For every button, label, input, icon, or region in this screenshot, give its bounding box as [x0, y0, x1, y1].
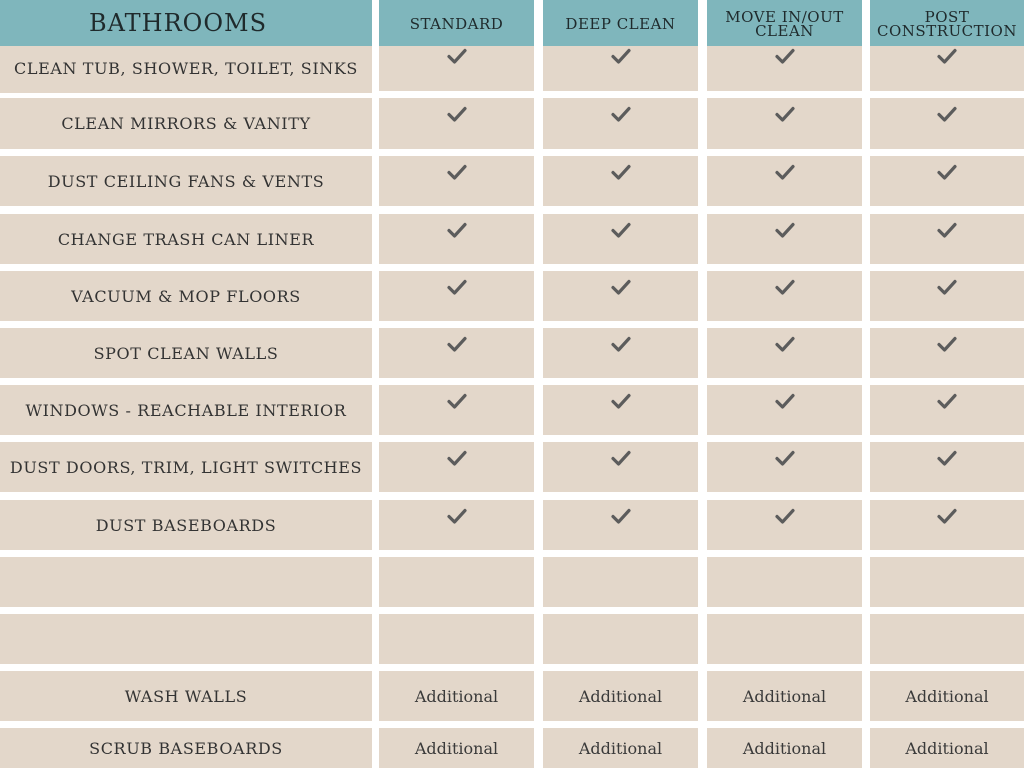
check-icon [611, 164, 631, 180]
check-icon [447, 508, 467, 524]
check-cell [707, 328, 862, 378]
check-cell [707, 271, 862, 321]
check-cell [543, 500, 698, 550]
check-icon [937, 164, 957, 180]
check-icon [775, 222, 795, 238]
check-cell [707, 98, 862, 149]
check-cell [543, 156, 698, 206]
check-cell [379, 156, 534, 206]
check-icon [937, 450, 957, 466]
row-label: WASH WALLS [0, 671, 372, 721]
check-icon [447, 164, 467, 180]
check-icon [447, 450, 467, 466]
check-icon [447, 336, 467, 352]
check-icon [775, 48, 795, 64]
row-label: CHANGE TRASH CAN LINER [0, 214, 372, 264]
check-icon [447, 222, 467, 238]
empty-cell [543, 557, 698, 607]
check-cell [870, 214, 1024, 264]
check-cell [870, 500, 1024, 550]
row-label [0, 614, 372, 664]
check-cell [379, 500, 534, 550]
empty-cell [870, 557, 1024, 607]
check-cell [543, 98, 698, 149]
check-cell [870, 271, 1024, 321]
row-label: VACUUM & MOP FLOORS [0, 271, 372, 321]
check-icon [937, 222, 957, 238]
column-header-standard: STANDARD [379, 0, 534, 46]
check-cell [707, 385, 862, 435]
check-icon [447, 48, 467, 64]
check-cell [870, 385, 1024, 435]
empty-cell [543, 614, 698, 664]
check-icon [775, 164, 795, 180]
check-cell [870, 46, 1024, 91]
check-icon [611, 508, 631, 524]
check-cell [543, 46, 698, 91]
check-icon [775, 393, 795, 409]
column-header-move-in-out: MOVE IN/OUT CLEAN [707, 0, 862, 46]
check-icon [611, 48, 631, 64]
check-cell [870, 98, 1024, 149]
check-cell [543, 328, 698, 378]
check-cell [379, 385, 534, 435]
check-cell [707, 500, 862, 550]
check-icon [775, 336, 795, 352]
check-icon [937, 336, 957, 352]
additional-cell: Additional [707, 671, 862, 721]
check-cell [379, 98, 534, 149]
check-cell [870, 442, 1024, 492]
check-cell [707, 46, 862, 91]
check-icon [447, 279, 467, 295]
check-icon [775, 450, 795, 466]
page-title: BATHROOMS [88, 9, 268, 37]
row-label: DUST DOORS, TRIM, LIGHT SWITCHES [0, 442, 372, 492]
check-cell [379, 214, 534, 264]
row-label: SPOT CLEAN WALLS [0, 328, 372, 378]
check-icon [611, 336, 631, 352]
additional-cell: Additional [707, 728, 862, 768]
check-icon [775, 106, 795, 122]
additional-cell: Additional [543, 728, 698, 768]
check-icon [611, 450, 631, 466]
check-cell [543, 442, 698, 492]
check-cell [543, 271, 698, 321]
check-icon [611, 393, 631, 409]
row-label: DUST BASEBOARDS [0, 500, 372, 550]
check-cell [379, 442, 534, 492]
check-icon [775, 508, 795, 524]
check-cell [707, 442, 862, 492]
additional-cell: Additional [543, 671, 698, 721]
table-header-title [0, 0, 372, 46]
check-icon [611, 279, 631, 295]
empty-cell [707, 557, 862, 607]
check-cell [379, 328, 534, 378]
check-cell [543, 385, 698, 435]
row-label: CLEAN TUB, SHOWER, TOILET, SINKS [0, 46, 372, 93]
empty-cell [379, 614, 534, 664]
check-icon [447, 393, 467, 409]
check-cell [543, 214, 698, 264]
column-header-deep-clean: DEEP CLEAN [543, 0, 698, 46]
check-icon [937, 106, 957, 122]
row-label: DUST CEILING FANS & VENTS [0, 156, 372, 206]
additional-cell: Additional [870, 671, 1024, 721]
empty-cell [870, 614, 1024, 664]
additional-cell: Additional [379, 671, 534, 721]
check-icon [611, 106, 631, 122]
check-cell [379, 46, 534, 91]
check-icon [937, 393, 957, 409]
empty-cell [707, 614, 862, 664]
check-icon [447, 106, 467, 122]
check-cell [707, 214, 862, 264]
additional-cell: Additional [379, 728, 534, 768]
row-label: CLEAN MIRRORS & VANITY [0, 98, 372, 149]
additional-cell: Additional [870, 728, 1024, 768]
check-cell [707, 156, 862, 206]
check-icon [937, 48, 957, 64]
check-cell [870, 156, 1024, 206]
check-icon [937, 279, 957, 295]
row-label: SCRUB BASEBOARDS [0, 728, 372, 768]
check-cell [379, 271, 534, 321]
check-icon [937, 508, 957, 524]
check-icon [611, 222, 631, 238]
row-label: WINDOWS - REACHABLE INTERIOR [0, 385, 372, 435]
check-cell [870, 328, 1024, 378]
row-label [0, 557, 372, 607]
empty-cell [379, 557, 534, 607]
column-header-post-construction: POST CONSTRUCTION [870, 0, 1024, 46]
check-icon [775, 279, 795, 295]
